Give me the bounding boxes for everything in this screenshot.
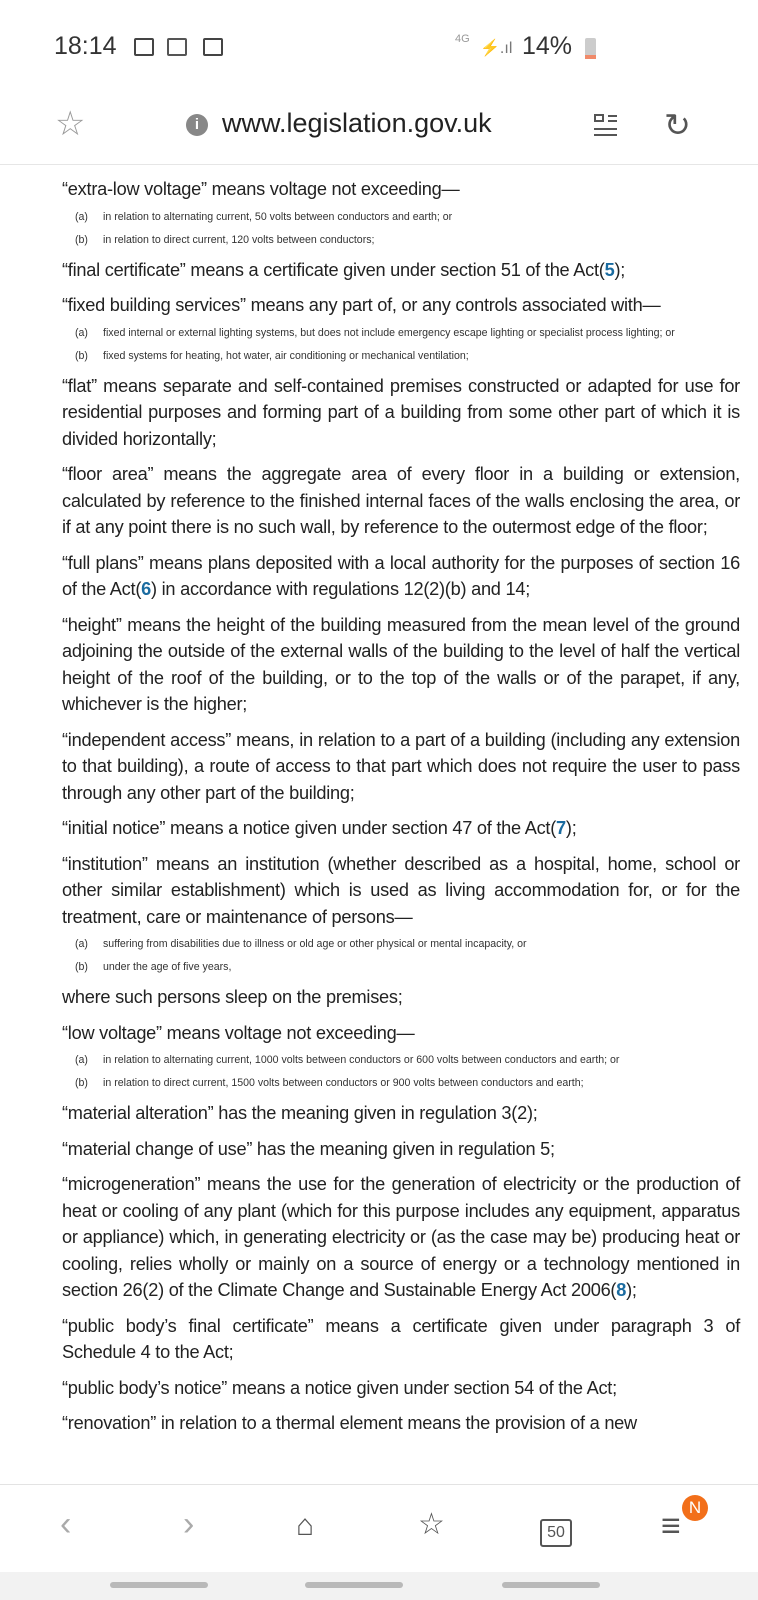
definition-text: “material change of use” has the meaning given in regulation 5; [62, 1138, 555, 1159]
sub-item-list [62, 325, 740, 365]
definition-text-end: ); [614, 259, 626, 280]
sub-item-text: in relation to alternating current, 50 volts between conductors and earth; or [103, 210, 453, 223]
definition-text: “microgeneration” means the use for the generation of electricity or the production of heat or cooling of any plant (which for this purpose includes any equipment, apparatus or appliance) which, in generating electricity or (as the case may be) producing heat or cooling, relies wholly or mainly on a source of energy or a technology mentioned in section 26(2) of the Climate Change and Sustainable Energy Act 2006( [62, 1174, 740, 1300]
definition-text: “independent access” means, in relation to a part of a building (including any extension to that building), a route of access to that part which does not require the user to pass through any other part of the building; [62, 729, 740, 803]
gallery-notification-icon [134, 38, 154, 56]
definition-text: “public body’s notice” means a notice given under section 54 of the Act; [62, 1377, 617, 1398]
sub-item-label: (b) [75, 961, 88, 973]
menu-icon[interactable]: ≡ [661, 1507, 681, 1545]
definition-paragraph [62, 1375, 740, 1402]
definition-paragraph [62, 1313, 740, 1366]
sub-item-list [62, 1052, 740, 1092]
definition-paragraph [62, 373, 740, 453]
definition-text: “flat” means separate and self-contained premises constructed or adapted for use for residential purposes and forming part of a building from some other part of which it is divided horizontally; [62, 375, 740, 449]
outlook-notification-icon [167, 38, 187, 56]
definition-paragraph [62, 292, 740, 319]
definition-paragraph [62, 1136, 740, 1163]
battery-icon [585, 38, 596, 59]
system-nav-bar [0, 1572, 758, 1600]
recents-gesture-handle[interactable] [110, 1582, 208, 1588]
sub-item-text: under the age of five years, [103, 961, 232, 973]
sub-item [62, 1052, 740, 1069]
definition-paragraph [62, 176, 740, 203]
sub-item-text: in relation to direct current, 120 volts between conductors; [103, 233, 375, 246]
network-type: 4G [455, 33, 470, 45]
sub-item-label: (b) [75, 349, 88, 362]
definition-text: “full plans” means plans deposited with a local authority for the purposes of section 16 of the Act( [62, 552, 740, 599]
definition-text: “institution” means an institution (whether described as a hospital, home, school or other similar establishment) which is used as living accommodation for, or for the treatment, care or maintenance of persons— [62, 853, 740, 927]
sub-item-text: fixed internal or external lighting systems, but does not include emergency escape lighting or specialist process lighting; or [103, 326, 675, 339]
forward-icon[interactable]: › [183, 1505, 195, 1543]
definition-text-end: ); [626, 1280, 637, 1300]
sub-item-text: suffering from disabilities due to illness or old age or other physical or mental incapacity, or [103, 938, 527, 950]
sub-item-label: (a) [75, 938, 88, 950]
sub-item-text: fixed systems for heating, hot water, air conditioning or mechanical ventilation; [103, 349, 469, 362]
footnote-link[interactable]: 6 [141, 579, 152, 599]
sub-item [62, 936, 740, 953]
footnote-link[interactable]: 7 [556, 818, 566, 838]
sub-item-label: (a) [75, 1054, 88, 1066]
definition-text: “height” means the height of the building measured from the mean level of the ground adjoining the outside of the external walls of the building to the level of half the vertical height of the roof of the building, or to the top of the walls or of the parapet, if any, whichever is the higher; [62, 614, 740, 714]
battery-percent: 14% [522, 32, 573, 60]
back-gesture-handle[interactable] [502, 1582, 600, 1588]
sub-item [62, 959, 740, 976]
definition-text: where such persons sleep on the premises; [62, 987, 403, 1007]
sub-item-list [62, 936, 740, 976]
definitions-list [0, 165, 758, 1437]
signal-icon: ⚡.ıl [480, 40, 513, 57]
status-bar [0, 0, 758, 90]
definition-text-end: ) in accordance with regulations 12(2)(b) and 14; [151, 579, 531, 599]
definition-text: “fixed building services” means any part of, or any controls associated with— [62, 295, 661, 315]
sub-item [62, 348, 740, 365]
url-field[interactable]: www.legislation.gov.uk [222, 108, 492, 138]
tabs-button[interactable] [540, 1519, 572, 1547]
definition-paragraph [62, 612, 740, 718]
home-gesture-handle[interactable] [305, 1582, 403, 1588]
definition-paragraph [62, 1020, 740, 1047]
home-icon[interactable]: ⌂ [296, 1509, 315, 1542]
sub-item [62, 325, 740, 342]
definition-paragraph [62, 461, 740, 541]
reader-mode-icon[interactable] [592, 112, 618, 140]
definition-text: “floor area” means the aggregate area of every floor in a building or extension, calculated by reference to the finished internal faces of the walls enclosing the area, or if at any point there is no such wall, by reference to the outermost edge of the floor; [62, 464, 740, 537]
bookmark-star-icon[interactable]: ☆ [55, 105, 86, 143]
definition-paragraph [62, 1171, 740, 1304]
reload-icon[interactable]: ↻ [664, 107, 691, 143]
site-info-icon[interactable]: i [186, 114, 208, 136]
definition-paragraph [62, 1410, 740, 1437]
sub-item [62, 1075, 740, 1092]
page-content [0, 165, 758, 1484]
sub-item [62, 209, 740, 226]
sub-item-label: (b) [75, 233, 88, 246]
definition-text: “initial notice” means a notice given under section 47 of the Act( [62, 818, 557, 838]
footnote-link[interactable]: 8 [616, 1280, 627, 1300]
definition-text-end: ); [565, 818, 577, 838]
sub-item-text: in relation to direct current, 1500 volts between conductors or 900 volts between conductors and earth; [103, 1077, 584, 1089]
clock: 18:14 [54, 32, 117, 60]
sub-item [62, 232, 740, 249]
definition-text: “public body’s final certificate” means a certificate given under paragraph 3 of Schedule 4 to the Act; [62, 1315, 740, 1362]
definition-text: “low voltage” means voltage not exceeding— [62, 1022, 415, 1043]
definition-text: “extra-low voltage” means voltage not exceeding— [62, 179, 460, 199]
sub-item-label: (a) [75, 326, 88, 339]
sub-item-label: (b) [75, 1077, 88, 1089]
definition-paragraph [62, 851, 740, 931]
definition-paragraph [62, 815, 740, 842]
bottom-toolbar [0, 1484, 758, 1573]
definition-paragraph [62, 1100, 740, 1127]
sub-item-label: (a) [75, 210, 88, 223]
calendar-notification-icon [203, 38, 223, 56]
sub-item-text: in relation to alternating current, 1000 volts between conductors or 600 volts between conductors and earth; or [103, 1054, 620, 1066]
definition-text: “renovation” in relation to a thermal element means the provision of a new [62, 1413, 637, 1433]
address-bar [0, 90, 758, 165]
footnote-link[interactable]: 5 [604, 259, 615, 280]
definition-paragraph [62, 257, 740, 284]
definition-paragraph [62, 550, 740, 603]
definition-text: “material alteration” has the meaning given in regulation 3(2); [62, 1103, 538, 1123]
tabs-count: 50 [547, 1524, 565, 1541]
sub-item-list [62, 209, 740, 249]
menu-notification-badge: N [682, 1495, 708, 1521]
definition-paragraph [62, 727, 740, 807]
bookmarks-icon[interactable]: ☆ [418, 1508, 445, 1541]
back-icon[interactable]: ‹ [60, 1505, 72, 1543]
definition-text: “final certificate” means a certificate given under section 51 of the Act( [62, 259, 605, 280]
definition-paragraph [62, 984, 740, 1011]
